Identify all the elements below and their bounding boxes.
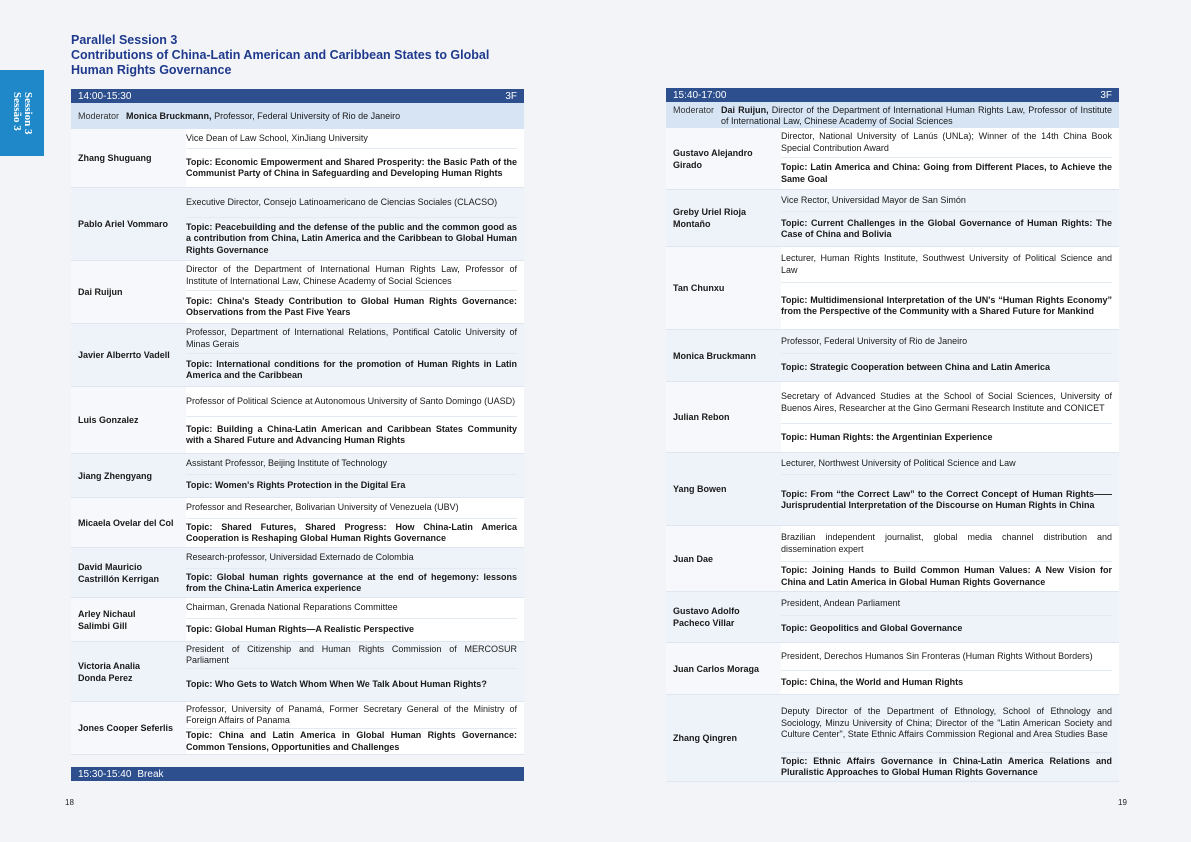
speaker-topic: Topic: Strategic Cooperation between China and Latin America — [781, 361, 1051, 372]
speaker-topic: Topic: Latin America and China: Going from Different Places, to Achieve the Same Goal — [781, 162, 1112, 184]
speaker-name: Juan Carlos Moraga — [666, 643, 781, 694]
page-number-right: 19 — [1118, 798, 1127, 807]
speaker-topic: Topic: Geopolitics and Global Governance — [781, 623, 963, 634]
speaker-row — [666, 190, 1119, 247]
speaker-details — [186, 188, 524, 260]
speaker-topic: Topic: International conditions for the promotion of Human Rights in Latin America and the Caribbean — [186, 358, 517, 380]
speaker-row — [71, 642, 524, 702]
speaker-details — [781, 128, 1119, 189]
floor-label: 3F — [505, 90, 517, 102]
time-bar — [666, 88, 1119, 102]
moderator-name: Monica Bruckmann, — [126, 110, 212, 121]
speaker-row — [666, 592, 1119, 643]
speaker-affiliation: Professor, Department of International Relations, Pontifical Catolic University of Minas Gerais — [186, 324, 517, 354]
speaker-row — [71, 324, 524, 387]
schedule-right — [666, 88, 1119, 782]
moderator-label: Moderator — [673, 105, 715, 115]
speaker-affiliation: Vice Dean of Law School, XinJiang University — [186, 129, 517, 149]
speaker-name: Luis Gonzalez — [71, 387, 186, 453]
speaker-name: Zhang Qingren — [666, 695, 781, 781]
schedule-left — [71, 89, 524, 781]
time-slot: 14:00-15:30 — [78, 90, 132, 102]
speaker-row — [666, 330, 1119, 382]
speaker-row — [71, 548, 524, 598]
speaker-topic: Topic: From “the Correct Law” to the Correct Concept of Human Rights——Jurisprudential Interpretation of the Discourse on Human Rights in China — [781, 488, 1112, 510]
speaker-affiliation: Professor and Researcher, Bolivarian University of Venezuela (UBV) — [186, 498, 517, 519]
time-slot: 15:40-17:00 — [673, 89, 727, 101]
speaker-topic: Topic: China and Latin America in Global Human Rights Governance: Common Tensions, Opportunities and Challenges — [186, 730, 517, 752]
speaker-name: Arley Nichaul Salimbi Gill — [71, 598, 186, 641]
speaker-name: Juan Dae — [666, 526, 781, 591]
break-time: 15:30-15:40 — [78, 768, 132, 780]
speaker-topic: Topic: Economic Empowerment and Shared Prosperity: the Basic Path of the Communist Party of China in Safeguarding and Developing Human Rights — [186, 156, 517, 178]
floor-label: 3F — [1100, 89, 1112, 101]
speaker-row — [71, 598, 524, 642]
speaker-details — [781, 247, 1119, 329]
moderator-text — [126, 111, 400, 122]
speaker-topic: Topic: Women's Rights Protection in the Digital Era — [186, 480, 406, 491]
speaker-row — [666, 526, 1119, 592]
speaker-name: Gustavo Adolfo Pacheco Villar — [666, 592, 781, 642]
speaker-name: Greby Uriel Rioja Montaño — [666, 190, 781, 246]
speaker-row — [666, 643, 1119, 695]
speaker-details — [186, 498, 524, 547]
speaker-affiliation: Director of the Department of International Human Rights Law, Professor of Institute of International Law, Chinese Academy of Social Sciences — [186, 261, 517, 291]
speaker-topic: Topic: Multidimensional Interpretation of the UN's “Human Rights Economy” from the Perspective of the Community with a Shared Future for Mankind — [781, 294, 1112, 316]
speaker-details — [781, 382, 1119, 452]
moderator-desc: Professor, Federal University of Rio de Janeiro — [211, 110, 401, 121]
speaker-topic: Topic: Who Gets to Watch Whom When We Talk About Human Rights? — [186, 679, 487, 690]
speaker-row — [71, 261, 524, 324]
speaker-details — [186, 324, 524, 386]
speaker-row — [666, 128, 1119, 190]
speaker-details — [781, 330, 1119, 381]
speaker-affiliation: Assistant Professor, Beijing Institute of Technology — [186, 454, 517, 475]
speaker-topic: Topic: Peacebuilding and the defense of the public and the common good as a contribution from China, Latin America and the Caribbean to Global Human Rights Governance — [186, 221, 517, 255]
speaker-affiliation: Brazilian independent journalist, global media channel distribution and dissemination expert — [781, 526, 1112, 562]
speaker-topic: Topic: China's Steady Contribution to Global Human Rights Governance: Observations from the Past Five Years — [186, 295, 517, 317]
session-side-tab — [0, 70, 44, 156]
speaker-list — [71, 129, 524, 755]
speaker-topic: Topic: Human Rights: the Argentinian Experience — [781, 432, 993, 443]
speaker-row — [71, 498, 524, 548]
speaker-list — [666, 128, 1119, 782]
speaker-row — [666, 453, 1119, 526]
speaker-topic: Topic: China, the World and Human Rights — [781, 676, 964, 687]
speaker-details — [186, 598, 524, 641]
side-tab-label — [11, 92, 33, 135]
speaker-name: Monica Bruckmann — [666, 330, 781, 381]
time-bar — [71, 89, 524, 103]
speaker-name: David Mauricio Castrillón Kerrigan — [71, 548, 186, 597]
speaker-affiliation: Lecturer, Human Rights Institute, Southwest University of Political Science and Law — [781, 247, 1112, 283]
speaker-details — [186, 129, 524, 187]
speaker-affiliation: Deputy Director of the Department of Ethnology, School of Ethnology and Sociology, Minzu University of China; Director of the "Latin American Society and Culture Center", State Ethnic Affairs Commission Regional and Area Studies Base — [781, 695, 1112, 753]
speaker-affiliation: President, Andean Parliament — [781, 592, 1112, 616]
speaker-affiliation: Lecturer, Northwest University of Political Science and Law — [781, 453, 1112, 475]
speaker-details — [781, 695, 1119, 781]
speaker-name: Pablo Ariel Vommaro — [71, 188, 186, 260]
speaker-affiliation: Professor, University of Panamá, Former Secretary General of the Ministry of Foreign Affairs of Panama — [186, 702, 517, 729]
session-title-block — [71, 33, 531, 78]
speaker-name: Jiang Zhengyang — [71, 454, 186, 497]
speaker-row — [71, 702, 524, 755]
speaker-name: Tan Chunxu — [666, 247, 781, 329]
speaker-name: Jones Cooper Seferlis — [71, 702, 186, 754]
speaker-details — [781, 592, 1119, 642]
speaker-affiliation: President, Derechos Humanos Sin Fronteras (Human Rights Without Borders) — [781, 643, 1112, 671]
speaker-topic: Topic: Current Challenges in the Global Governance of Human Rights: The Case of China and Bolivia — [781, 217, 1112, 239]
speaker-topic: Topic: Joining Hands to Build Common Human Values: A New Vision for China and Latin America in Global Human Rights Governance — [781, 565, 1112, 587]
speaker-details — [186, 387, 524, 453]
speaker-name: Gustavo Alejandro Girado — [666, 128, 781, 189]
session-subtitle: Contributions of China-Latin American and Caribbean States to Global Human Rights Governance — [71, 48, 490, 77]
speaker-row — [71, 188, 524, 261]
speaker-affiliation: Research-professor, Universidad Externado de Colombia — [186, 548, 517, 569]
speaker-details — [781, 453, 1119, 525]
speaker-details — [781, 526, 1119, 591]
speaker-details — [186, 454, 524, 497]
speaker-topic: Topic: Ethnic Affairs Governance in China-Latin America Relations and Pluralistic Approaches to Global Human Rights Governance — [781, 755, 1112, 777]
speaker-name: Victoria Analia Donda Perez — [71, 642, 186, 701]
moderator-row — [71, 103, 524, 129]
speaker-name: Dai Ruijun — [71, 261, 186, 323]
speaker-topic: Topic: Building a China-Latin American and Caribbean States Community with a Shared Future and Advancing Human Rights — [186, 423, 517, 445]
speaker-details — [186, 642, 524, 701]
speaker-row — [71, 129, 524, 188]
speaker-name: Javier Alberrto Vadell — [71, 324, 186, 386]
break-bar — [71, 767, 524, 781]
session-title: Parallel Session 3 — [71, 33, 178, 47]
speaker-details — [186, 702, 524, 754]
speaker-details — [781, 190, 1119, 246]
speaker-affiliation: Professor of Political Science at Autonomous University of Santo Domingo (UASD) — [186, 387, 517, 417]
moderator-label: Moderator — [78, 110, 120, 121]
speaker-affiliation: Professor, Federal University of Rio de Janeiro — [781, 330, 1112, 354]
speaker-affiliation: Executive Director, Consejo Latinoamericano de Ciencias Sociales (CLACSO) — [186, 188, 517, 218]
moderator-row — [666, 102, 1119, 128]
side-tab-line-1: Session 3 — [22, 91, 34, 135]
speaker-affiliation: Secretary of Advanced Studies at the School of Social Sciences, University of Buenos Aires, Researcher at the Gino Germani Research Institute and CONICET — [781, 382, 1112, 424]
speaker-row — [666, 695, 1119, 782]
moderator-desc: Director of the Department of International Human Rights Law, Professor of Institute of International Law, Chinese Academy of Social Sciences — [721, 105, 1113, 126]
side-tab-line-2: Sessão 3 — [11, 91, 23, 131]
speaker-name: Yang Bowen — [666, 453, 781, 525]
break-label: Break — [137, 768, 164, 780]
speaker-row — [71, 387, 524, 454]
moderator-name: Dai Ruijun, — [721, 105, 769, 115]
speaker-details — [781, 643, 1119, 694]
speaker-affiliation: Vice Rector, Universidad Mayor de San Simón — [781, 190, 1112, 212]
page-number-left: 18 — [65, 798, 74, 807]
speaker-name: Micaela Ovelar del Col — [71, 498, 186, 547]
speaker-row — [666, 247, 1119, 330]
speaker-affiliation: Chairman, Grenada National Reparations Committee — [186, 598, 517, 619]
speaker-affiliation: Director, National University of Lanús (UNLa); Winner of the 14th China Book Special Contribution Award — [781, 128, 1112, 158]
speaker-name: Julian Rebon — [666, 382, 781, 452]
speaker-topic: Topic: Shared Futures, Shared Progress: How China-Latin America Cooperation is Reshaping Global Human Rights Governance — [186, 521, 517, 543]
speaker-name: Zhang Shuguang — [71, 129, 186, 187]
moderator-text — [721, 105, 1112, 127]
speaker-details — [186, 261, 524, 323]
speaker-details — [186, 548, 524, 597]
speaker-affiliation: President of Citizenship and Human Rights Commission of MERCOSUR Parliament — [186, 642, 517, 669]
speaker-topic: Topic: Global human rights governance at the end of hegemony: lessons from the China-Latin America experience — [186, 571, 517, 593]
speaker-row — [71, 454, 524, 498]
speaker-topic: Topic: Global Human Rights—A Realistic Perspective — [186, 624, 415, 635]
speaker-row — [666, 382, 1119, 453]
